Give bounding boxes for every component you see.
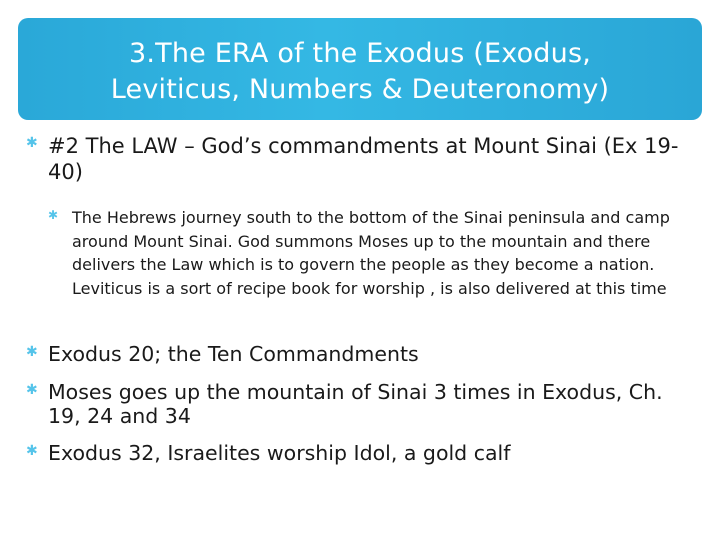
bullet-icon: ✱: [26, 135, 38, 151]
bullet-item-law: [26, 133, 698, 185]
bullet-text: #2 The LAW – God’s commandments at Mount Sinai (Ex 19-40): [48, 134, 679, 184]
title-line-1: 3.The ERA of the Exodus (Exodus,: [128, 38, 592, 69]
bullet-text: Exodus 32, Israelites worship Idol, a gold calf: [48, 441, 511, 465]
bullet-icon: ✱: [48, 208, 59, 222]
title-line-2: Leviticus, Numbers & Deuteronomy): [110, 74, 610, 105]
bullet-icon: ✱: [26, 344, 38, 360]
bullet-item-gold-calf: [26, 441, 698, 465]
bullet-icon: ✱: [26, 443, 38, 459]
bullet-text: Moses goes up the mountain of Sinai 3 times in Exodus, Ch. 19, 24 and 34: [48, 380, 663, 428]
sub-bullet-item-hebrews: [48, 206, 696, 300]
bullet-item-moses-sinai: [26, 380, 698, 428]
bullet-text: Exodus 20; the Ten Commandments: [48, 342, 419, 366]
bullet-text: The Hebrews journey south to the bottom of the Sinai peninsula and camp around Mount Sinai. God summons Moses up to the mountain and there delivers the Law which is to govern the people as they become a nation. Leviticus is a sort of recipe book for worship , is also delivered at this time: [72, 208, 670, 298]
bullet-item-ten-commandments: [26, 342, 698, 366]
bullet-icon: ✱: [26, 382, 38, 398]
